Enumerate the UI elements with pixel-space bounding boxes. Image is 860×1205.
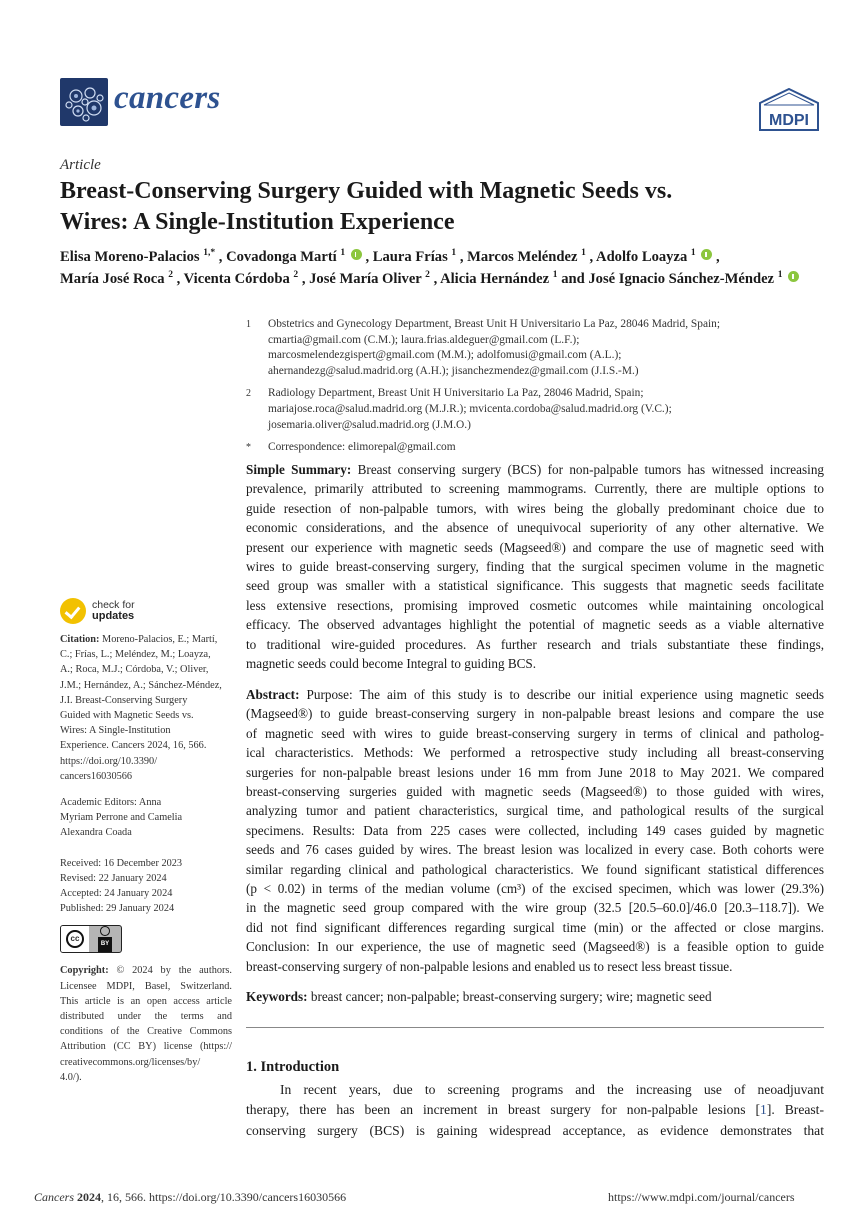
correspondence-line[interactable]: Correspondence: elimorepal@gmail.com — [268, 441, 456, 454]
author-affiliation-mark: 1 — [451, 248, 457, 259]
section-divider — [246, 1027, 824, 1028]
author-affiliation-mark: 1 — [777, 270, 783, 281]
author-affiliation-mark: 1 — [552, 270, 558, 281]
affiliation-1 — [246, 317, 836, 379]
affiliation-line[interactable]: ahernandezg@salud.madrid.org (A.H.); jisanchezmendez@gmail.com (J.I.S.-M.) — [268, 364, 639, 377]
affiliation-line[interactable]: josemaria.oliver@salud.madrid.org (J.M.O.) — [268, 418, 471, 431]
copyright: Copyright: © 2024 by the authors. Licensee MDPI, Basel, Switzerland. This article is an open access article distributed under the terms and conditions of the Creative Commons Attribution (CC BY) license (https:// creativecommons.org/licenses/by/ 4.0/). — [60, 965, 232, 1083]
author-name[interactable]: Covadonga Martí — [226, 249, 337, 265]
author-name[interactable]: Elisa Moreno-Palacios — [60, 249, 200, 265]
license-link[interactable]: Attribution (CC BY) license (https:// — [60, 1041, 232, 1053]
orcid-icon[interactable] — [701, 249, 712, 260]
author-name[interactable]: Laura Frías — [372, 249, 448, 265]
affiliation-line[interactable]: cmartia@gmail.com (C.M.); laura.frias.aldeguer@gmail.com (L.F.); — [268, 333, 580, 346]
cc-label: cc — [66, 930, 84, 948]
cc-by-license-icon[interactable] — [60, 925, 122, 953]
footer-doi-link[interactable]: , 16, 566. https://doi.org/10.3390/cancers16030566 — [101, 1190, 347, 1204]
affiliation-line[interactable]: marcosmelendezgispert@gmail.com (M.M.); adolfomusi@gmail.com (A.L.); — [268, 349, 622, 362]
author-affiliation-mark: 2 — [425, 270, 430, 281]
footer-citation: Cancers 2024, 16, 566. https://doi.org/10.3390/cancers16030566 — [34, 1190, 347, 1204]
title-line: Wires: A Single-Institution Experience — [60, 209, 455, 235]
license-link[interactable]: creativecommons.org/licenses/by/ — [60, 1056, 201, 1068]
author-name[interactable]: Vicenta Córdoba — [183, 271, 290, 287]
affiliation-line: Obstetrics and Gynecology Department, Breast Unit H Universitario La Paz, 28046 Madrid, Spain; — [268, 318, 721, 330]
abstract-label: Abstract: — [246, 687, 300, 702]
orcid-icon[interactable] — [788, 271, 799, 282]
author-affiliation-mark: 1,* — [203, 248, 216, 259]
academic-editors: Academic Editors: Anna Myriam Perrone and Camelia Alexandra Coada — [60, 797, 183, 839]
affiliation-line: Radiology Department, Breast Unit H Universitario La Paz, 28046 Madrid, Spain; — [268, 387, 644, 400]
affiliation-mark: 2 — [246, 388, 251, 400]
citation-label: Citation: — [60, 634, 100, 645]
reference-link[interactable]: 1 — [760, 1102, 767, 1118]
publication-dates: Received: 16 December 2023 Revised: 22 January 2024 Accepted: 24 January 2024 Published: 29 January 2024 — [60, 857, 183, 915]
check-for-updates-icon — [60, 598, 86, 624]
citation-doi-link[interactable]: cancers16030566 — [60, 770, 133, 782]
author-name[interactable]: Adolfo Loayza — [596, 249, 688, 265]
journal-name: cancers — [114, 80, 221, 116]
footer-journal-link[interactable]: https://www.mdpi.com/journal/cancers — [608, 1190, 795, 1204]
article-title — [60, 176, 820, 238]
orcid-icon[interactable] — [351, 249, 362, 260]
author-name[interactable]: María José Roca — [60, 271, 165, 287]
affiliation-2 — [246, 386, 836, 433]
copyright-label: Copyright: — [60, 965, 109, 977]
affiliation-mark: 1 — [246, 319, 251, 330]
section-heading: 1. Introduction — [246, 1059, 340, 1075]
simple-summary-label: Simple Summary: — [246, 462, 352, 477]
keywords-text: breast cancer; non-palpable; breast-conserving surgery; wire; magnetic seed — [310, 989, 712, 1004]
keywords-label: Keywords: — [246, 989, 308, 1004]
author-affiliation-mark: 1 — [581, 248, 586, 259]
title-line: Breast-Conserving Surgery Guided with Magnetic Seeds vs. — [60, 178, 673, 204]
author-name[interactable]: Marcos Meléndez — [467, 249, 578, 265]
author-list — [60, 246, 840, 290]
affiliation-line[interactable]: mariajose.roca@salud.madrid.org (M.J.R.); mvicenta.cordoba@salud.madrid.org (V.C.); — [268, 402, 672, 415]
affiliation-mark: * — [246, 442, 251, 454]
author-affiliation-mark: 1 — [340, 248, 346, 259]
mdpi-logo-icon — [758, 88, 820, 134]
publisher-name: MDPI — [769, 112, 809, 129]
introduction-text: In recent years, due to screening programs and the increasing use of neoadjuvant therapy, there has been an increment in breast surgery for non-palpable lesions [1]. Breast- conserving surgery (BCS) is gaining widespread acceptance, as evidence demonstrates that — [246, 1082, 824, 1138]
affiliations — [246, 317, 836, 456]
citation-doi-link[interactable]: https://doi.org/10.3390/ — [60, 755, 158, 767]
journal-logo-icon — [60, 78, 108, 126]
author-affiliation-mark: 1 — [690, 248, 696, 259]
check-for-updates-button[interactable]: check for updates — [60, 598, 232, 624]
author-name[interactable]: Alicia Hernández — [440, 271, 550, 287]
author-name[interactable]: José Ignacio Sánchez-Méndez — [588, 271, 775, 287]
author-affiliation-mark: 2 — [168, 270, 173, 281]
citation: Citation: Moreno-Palacios, E.; Martí, C.; Frías, L.; Meléndez, M.; Loayza, A.; Roca, M.J.; Córdoba, V.; Oliver, J.M.; Hernández, A.; Sánchez-Méndez, J.I. Breast-Conserving Surgery Guided with Magnetic Seeds vs. Wires: A Single-Institution Experience. Cancers 2024, 16, 566. https://doi.org/10.3390/ cancers16030566 — [60, 632, 232, 784]
author-line: Elisa Moreno-Palacios $^{1,*}$ , Covadonga Martí $^1$ , Laura Frías $^1$ , Marcos Meléndez $^1$ , Adolfo Loayza $^1$ , — [60, 248, 720, 265]
simple-summary: Simple Summary: Breast conserving surgery (BCS) for non-palpable tumors has witnessed increasing prevalence, primarily attributed to screening mammograms. Currently, there are multiple options to guide resection of non-palpable tumors, with wires being the globally predominant choice due to economic considerations, and the absence of unequivocal superiority of any other alternative. We present our experience with magnetic seeds (Magseed®) and compare the use of magnetic seed with wires to guide breast-conserving surgery, finding that the surgical specimen volume in the magnetic seed group was smaller with a statistical significance. This suggests that magnetic seeds facilitate less extensive resections, promising improved cosmetic outcomes while maintaining oncological efficacy. The observed advantages highlight the potential of magnetic seeds as a viable alternative to traditional wire-guided procedures. As further research and trials substantiate these findings, magnetic seeds could become Integral to guiding BCS. — [246, 462, 825, 672]
article-type: Article — [60, 157, 101, 173]
keywords — [246, 987, 824, 1006]
author-name[interactable]: José María Oliver — [309, 271, 422, 287]
by-label: BY — [98, 937, 112, 952]
author-affiliation-mark: 2 — [293, 270, 299, 281]
article-sidebar — [60, 598, 232, 1085]
author-line: María José Roca $^2$ , Vicenta Córdoba $^2$ , José María Oliver $^2$ , Alicia Hernández $^1$ and José Ignacio Sánchez-Méndez $^1$ — [60, 268, 840, 290]
abstract: Abstract: Purpose: The aim of this study is to describe our initial experience using magnetic seeds (Magseed®) to guide breast-conserving surgery in non-palpable breast lesions and compare the use of magnetic seed with wires to guide breast-conserving surgery in terms of clinical and patholog- ical characteristics. Methods: We performed a retrospective study including all breast-conserving surgeries for non-palpable breast lesions under 16 mm from June 2018 to May 2021. We compared breast-conserving surgeries guided with magnetic seeds (Magseed®) to those guided with wires, analyzing tumor and patient characteristics, surgical time, and pathological results of the surgical specimens. Results: Data from 225 cases were collected, including 149 cases guided by magnetic seeds and 76 cases guided by wires. The breast lesion was localized in every case. Both cohorts were similar regarding clinical and pathological characteristics. We found significant statistical differences (p < 0.02) in terms of the median volume (cm³) of the excised specimen, which was lower (29.3%) in the magnetic seed group compared with the wire group (32.5 [20.5–60.0]/46.0 [20.3–118.7]). We did not find significant differences regarding surgical time (min) or the affected or close margins. Conclusion: In our experience, the use of magnetic seed (Magseed®) is a feasible option to guide breast-conserving surgery of non-palpable lesions and enabled us to resect less breast tissue. — [246, 687, 824, 974]
correspondence — [246, 440, 836, 456]
